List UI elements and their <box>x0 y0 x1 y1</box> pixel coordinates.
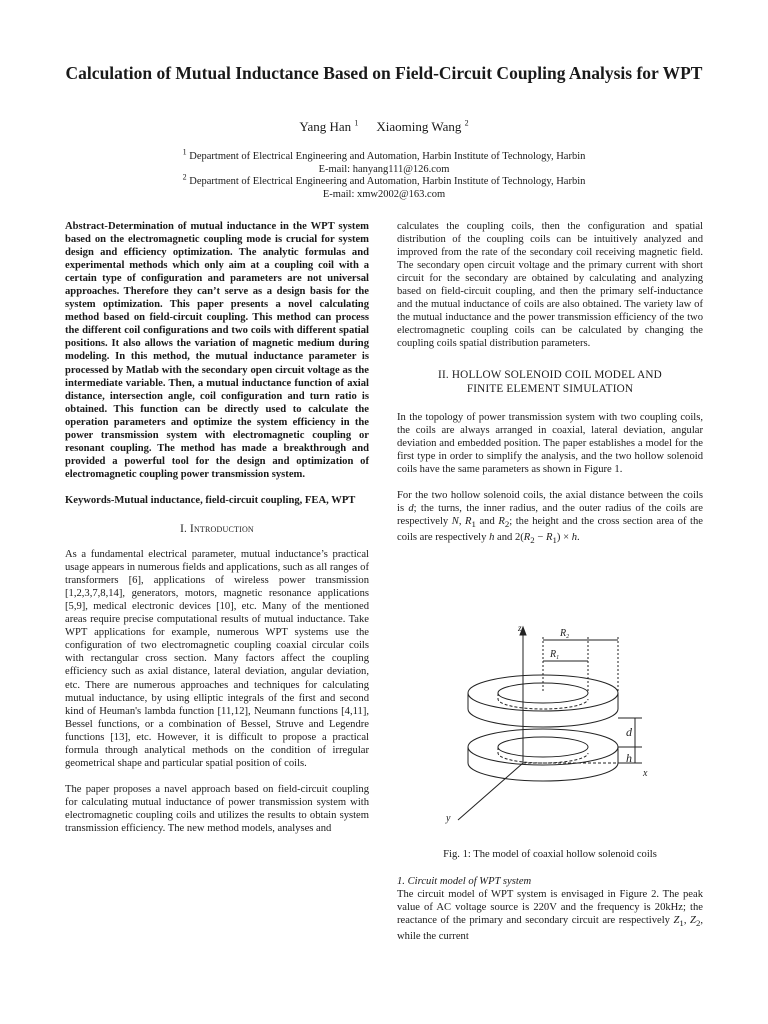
author-sup: 2 <box>464 118 469 128</box>
authors-line <box>0 119 768 135</box>
affiliation-2 <box>60 172 708 189</box>
abstract: Abstract-Determination of mutual inductance in the WPT system based on the electromagnetic coupling mode is crucial for system design and efficiency optimization. The analytic formulas and experimental methods which only aim at a coupling coil with a certain type of configuration and parameters are not universal approaches. Therefore they can’t serve as a design basis for the system optimization. This paper presents a novel calculating method based on field-circuit coupling. This method can process the different coil configurations and two coils with different spatial positions. It also allows the variation of magnetic medium during modeling. In this method, the mutual inductance parameter is processed by Matlab with the secondary open circuit voltage as the intermediate variable. Then, a mutual inductance function of axial distance, intersection angle, coil configuration and turn ratio is obtained. This function can be directly used to calculate the operation parameters and optimize the system efficiency in the power transmission system with electromagnetic coupling or resonant coupling. The method has made a breakthrough and provided a powerful tool for the design and optimization of electromagnetic coupling power transmission system. <box>65 221 369 480</box>
h-label: h <box>626 751 632 765</box>
affiliation-1 <box>60 147 708 164</box>
section-number: I. <box>180 522 188 535</box>
affil-dept: Department of Electrical Engineering and Automation, Harbin Institute of Technology, Harbin <box>189 151 586 162</box>
coil-model-figure <box>430 615 700 835</box>
email-1: E-mail: hanyang111@126.com <box>318 163 450 175</box>
affil-sup: 2 <box>182 172 187 182</box>
author-sup: 1 <box>354 118 359 128</box>
R2-label: $R_2$ <box>560 628 570 640</box>
section-title-line-1: II. HOLLOW SOLENOID COIL MODEL AND <box>438 369 662 382</box>
section-title: Introduction <box>190 522 254 535</box>
subsection-heading: 1. Circuit model of WPT system <box>397 876 532 888</box>
d-label: d <box>626 725 632 739</box>
R1-label: $R_1$ <box>550 649 560 661</box>
figure-caption: Fig. 1: The model of coaxial hollow solenoid coils <box>443 849 657 860</box>
affil-sup: 1 <box>182 147 187 157</box>
keywords: Keywords-Mutual inductance, field-circuit coupling, FEA, WPT <box>65 494 356 506</box>
right-paragraph-4: The circuit model of WPT system is envisaged in Figure 2. The peak value of AC voltage source is 220V and the frequency is 20kHz; the reactance of the primary and secondary circuit are respectively $Z_1$, $Z_2$, while the current <box>397 889 704 943</box>
right-column-bottom <box>397 848 703 943</box>
z-label: z <box>518 623 522 633</box>
affiliations <box>60 147 708 201</box>
section-title-line-2: FINITE ELEMENT SIMULATION <box>466 382 634 395</box>
right-paragraph-2: In the topology of power transmission system with two coupling coils, the coils are always arranged in coaxial, lateral deviation, angular deviation and embedded position. The paper establishes a model for the first type in order to simplify the analysis, and the two hollow solenoid coils have the same parameters as shown in Figure 1. <box>397 411 703 475</box>
intro-paragraph-2: The paper proposes a navel approach based on field-circuit coupling for calculating mutual inductance of power transmission system with electromagnetic coupling coils and utilizes the results to obtain system transmission efficiency. The new method models, analyses and <box>65 783 369 834</box>
y-axis <box>458 763 523 820</box>
left-column <box>65 220 369 835</box>
right-paragraph-1: calculates the coupling coils, then the configuration and spatial distribution of the coupling coils can be intuitively analyzed and improved from the rate of the secondary coil receiving magnetic field. The secondary open circuit voltage and the primary current with short circuit for the secondary are obtained by calculating and analyzing based on field-circuit coupling, and then the primary self-inductance and the mutual inductance of coils are also obtained. The variety law of the mutual inductance and the power transmission efficiency of the two electromagnetic coupling coils can be calculated by changing the coupling coils spatial distribution parameters. <box>397 221 703 350</box>
author-name: Xiaoming Wang <box>376 119 462 134</box>
paper-title: Calculation of Mutual Inductance Based on Field-Circuit Coupling Analysis for WPT <box>65 63 703 83</box>
author-name: Yang Han <box>299 119 352 134</box>
y-label: y <box>446 813 451 824</box>
intro-paragraph-1: As a fundamental electrical parameter, mutual inductance’s practical usage appears in numerous fields and applications, such as all ranges of transformers [6], applications of wireless power transmission [1,2,3,7,8,14], generators, motors, magnetic resonance applications [5,9], medical electronic devices [10], etc. Many of the mentioned areas require precise computational results of mutual inductance. Take WPT applications for example, numerous WPT systems use the configuration of two electromagnetic coupling coaxial circular coils with rectangular cross section. Many factors affect the coupling efficiency such as axial distance, lateral deviation, angular deviation, etc. There are numerous approaches and techniques for calculating mutual inductance, by using elliptic integrals of the first and second kind of Heuman's lambda function [11,12], Neumann functions [4,11], Bessel functions, or a combination of Bessel, Struve and Legendre functions [13], etc. However, it is difficult to propose a practical formula through analytical methods on the condition of irregular geometrical shape and particular spatial position of coils. <box>65 549 369 769</box>
email-2: E-mail: xmw2002@163.com <box>322 188 446 200</box>
x-label: x <box>643 768 648 779</box>
right-column <box>397 220 703 547</box>
section-heading-2 <box>397 369 703 395</box>
right-paragraph-3: For the two hollow solenoid coils, the axial distance between the coils is d; the turns, the inner radius, and the outer radius of the coils are respectively N, $R_1$ and $R_2$; the height and the cross section area of the coils are respectively h and $2(R_2 - R_1) \times h$. <box>397 489 703 546</box>
section-heading-introduction <box>65 523 369 536</box>
affil-dept: Department of Electrical Engineering and Automation, Harbin Institute of Technology, Harbin <box>189 176 586 188</box>
